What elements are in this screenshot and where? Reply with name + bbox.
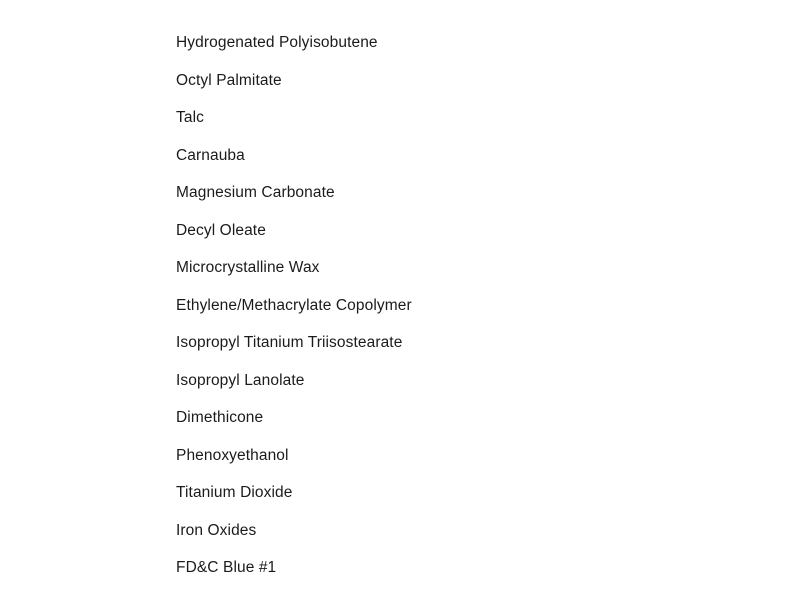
list-item: Hydrogenated Polyisobutene xyxy=(176,34,378,51)
list-item: Iron Oxides xyxy=(176,521,257,539)
list-item: Isopropyl Lanolate xyxy=(176,371,305,389)
list-item: Microcrystalline Wax xyxy=(176,259,320,276)
list-item: Octyl Palmitate xyxy=(176,71,282,89)
list-item: Ethylene/Methacrylate Copolymer xyxy=(176,296,412,314)
list-item: Phenoxyethanol xyxy=(176,446,289,464)
list-item: Decyl Oleate xyxy=(176,221,266,239)
ingredient-list xyxy=(176,24,776,587)
list-item: Talc xyxy=(176,109,204,126)
list-item: Titanium Dioxide xyxy=(176,484,293,501)
list-item: Dimethicone xyxy=(176,409,264,426)
list-item: Carnauba xyxy=(176,146,245,164)
list-item: Isopropyl Titanium Triisostearate xyxy=(176,334,403,351)
list-item: FD&C Blue #1 xyxy=(176,559,277,576)
list-item: Magnesium Carbonate xyxy=(176,184,335,201)
